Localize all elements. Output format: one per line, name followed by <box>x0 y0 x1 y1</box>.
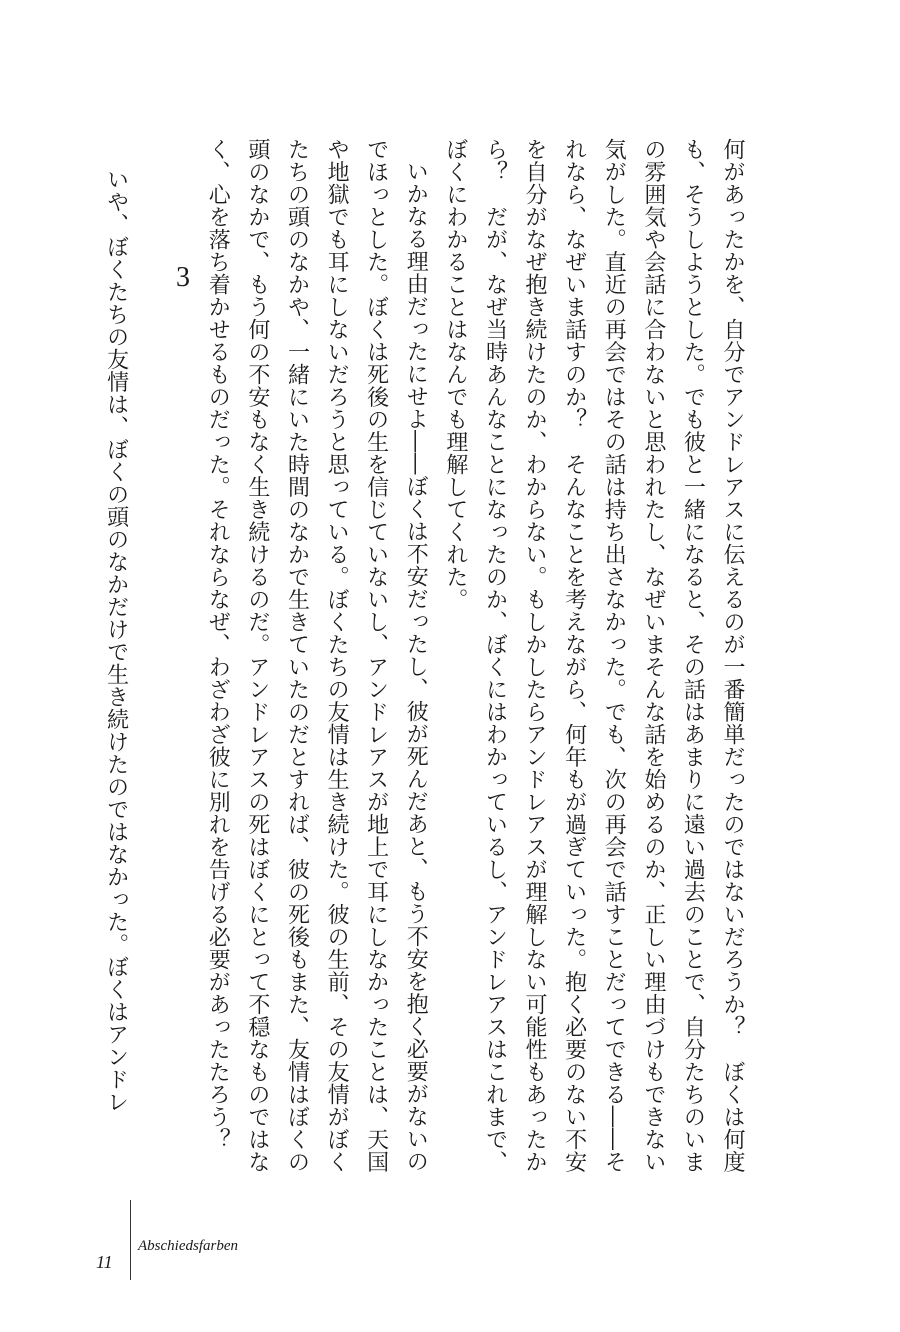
paragraph-2: いかなる理由だったにせよ――ぼくは不安だったし、彼が死んだあと、もう不安を抱く必要がないのでほっとした。ぼくは死後の生を信じていないし、アンドレアスが地上で耳にしなかったことは、天国や地獄でも耳にしないだろうと思っている。ぼくたちの友情は生き続けた。彼の生前、その友情がぼくたちの頭のなかや、一緒にいた時間のなかで生きていたのだとすれば、彼の死後もまた、友情はぼくの頭のなかで、もう何の不安もなく生き続けるのだ。アンドレアスの死はぼくにとって不穏なものではなく、心を落ち着かせるものだった。それならなぜ、わざわざ彼に別れを告げる必要があったたろう？ <box>205 138 429 1173</box>
footer-divider <box>130 1200 131 1280</box>
running-head: Abschiedsfarben <box>138 1238 238 1254</box>
page-number: 11 <box>96 1252 113 1272</box>
paragraph-1: 何があったかを、自分でアンドレアスに伝えるのが一番簡単だったのではないだろうか？ ぼくは何度も、そうしようとした。でも彼と一緒になると、その話はあまりに遠い過去のことで、自分たちのいまの雰囲気や会話に合わないと思われたし、なぜいまそんな話を始めるのか、正しい理由づけもできない気がした。直近の再会ではその話は持ち出さなかった。でも、次の再会で話すことだってできる――それなら、なぜいま話すのか？ そんなことを考えながら、何年もが過ぎていった。抱く必要のない不安を自分がなぜ抱き続けたのか、わからない。もしかしたらアンドレアスが理解しない可能性もあったから？ だが、なぜ当時あんなことになったのか、ぼくにはわかっているし、アンドレアスはこれまで、ぼくにわかることはなんでも理解してくれた。 <box>442 138 745 1173</box>
section-lead-text: いや、ぼくたちの友情は、ぼくの頭のなかだけで生き続けたのではなかった。ぼくはアンドレ <box>103 168 129 1113</box>
body-text <box>198 138 752 1178</box>
section-number: 3 <box>176 262 190 293</box>
